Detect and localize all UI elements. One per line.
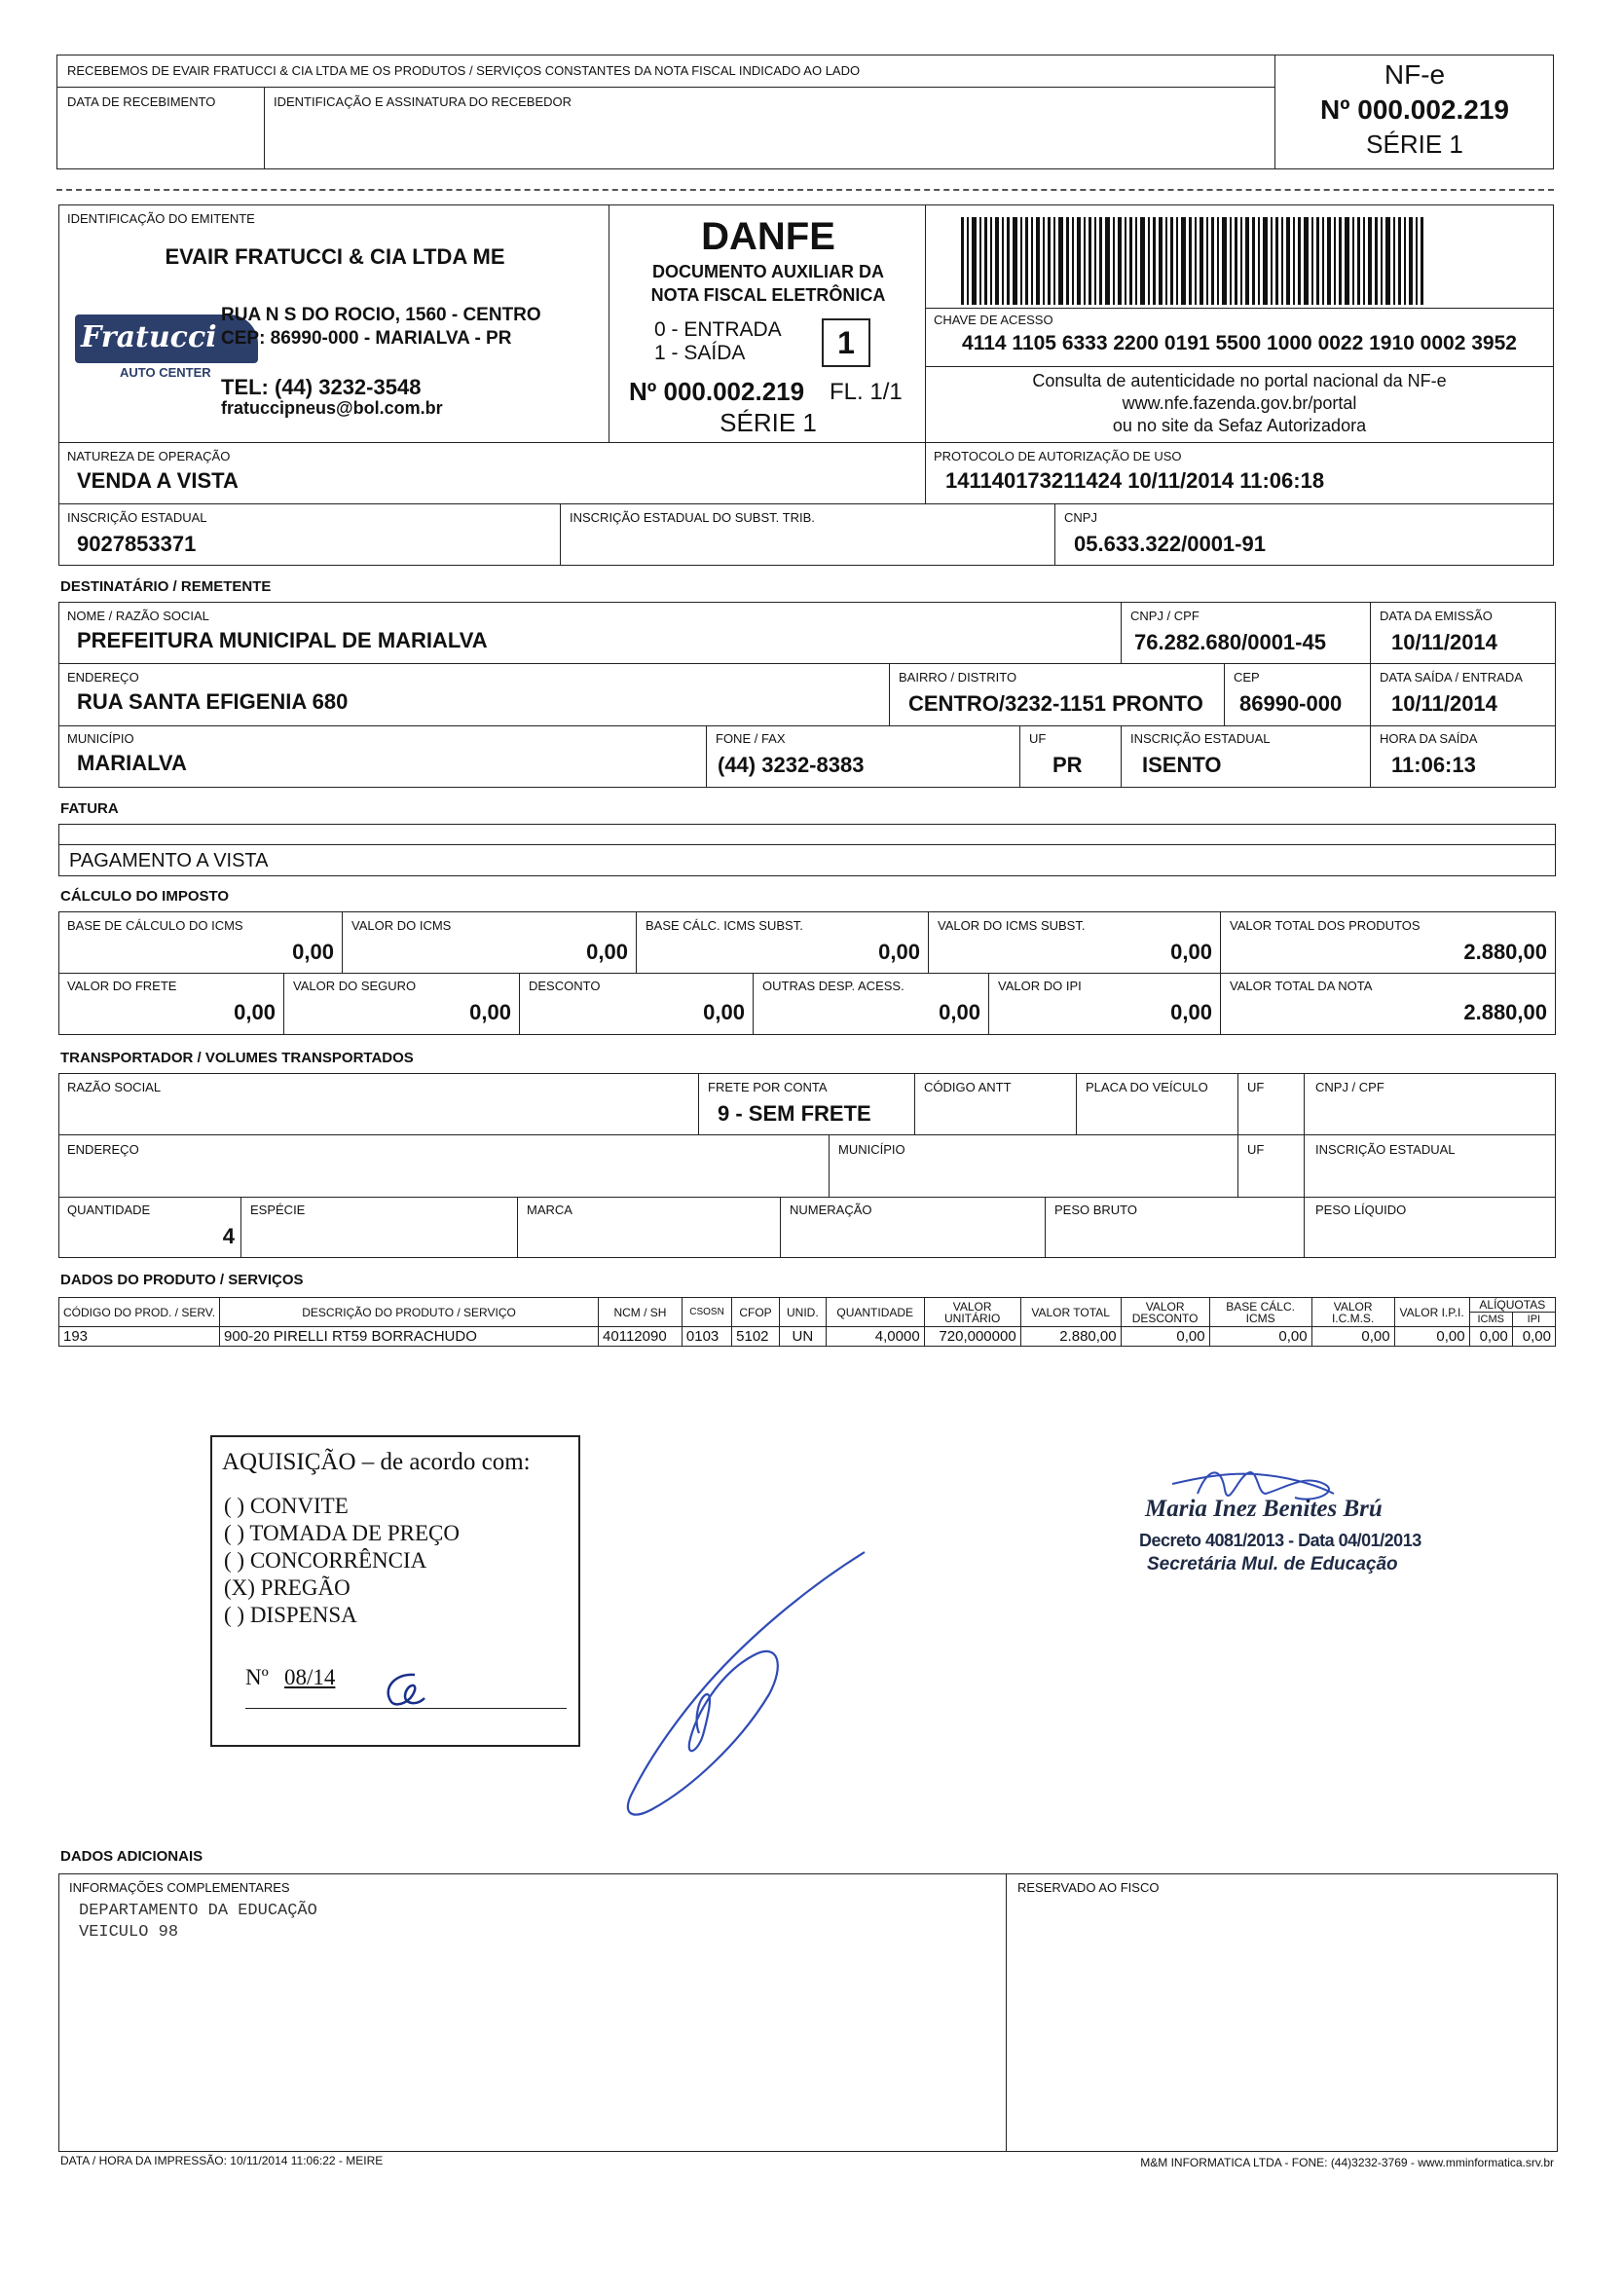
chave-box — [925, 204, 1554, 443]
emitente-box — [58, 204, 609, 443]
tr-numeracao-label: NUMERAÇÃO — [790, 1203, 872, 1217]
destinatario-box — [58, 602, 1556, 788]
nfe-label: NF-e — [1384, 59, 1446, 90]
stamp-numero-label: Nº — [245, 1665, 269, 1689]
th-cfop: CFOP — [732, 1298, 780, 1327]
dest-cep-label: CEP — [1234, 670, 1260, 685]
tr-endereco-label: ENDEREÇO — [67, 1142, 139, 1157]
danfe-tipo: 1 — [822, 318, 870, 367]
transportador-box — [58, 1073, 1556, 1258]
footer-software: M&M INFORMATICA LTDA - FONE: (44)3232-3769 - www.mminformatica.srv.br — [1140, 2156, 1554, 2169]
footer-impressao: DATA / HORA DA IMPRESSÃO: 10/11/2014 11:06:22 - MEIRE — [60, 2154, 384, 2167]
tr-cnpj-label: CNPJ / CPF — [1315, 1080, 1384, 1094]
tr-municipio-label: MUNICÍPIO — [838, 1142, 905, 1157]
imp-ipi-label: VALOR DO IPI — [998, 979, 1082, 993]
secretaria-nome: Maria Inez Benites Brú — [1145, 1496, 1383, 1522]
danfe-folha: FL. 1/1 — [830, 379, 903, 405]
th-bcicms: BASE CÁLC. ICMS — [1209, 1298, 1311, 1327]
dest-cep: 86990-000 — [1239, 691, 1343, 716]
emitente-tel: TEL: (44) 3232-3548 — [221, 375, 422, 399]
consulta-line3: ou no site da Sefaz Autorizadora — [1112, 416, 1367, 435]
consulta-line2: www.nfe.fazenda.gov.br/portal — [1122, 393, 1357, 413]
stamp-title: AQUISIÇÃO – de acordo com: — [222, 1449, 531, 1475]
stamp-numero: 08/14 — [284, 1665, 336, 1689]
cell-ncm: 40112090 — [599, 1327, 683, 1347]
imp-outras: 0,00 — [939, 1000, 980, 1024]
stamp-initials — [376, 1669, 434, 1712]
protocolo-box — [925, 442, 1554, 504]
destinatario-section: DESTINATÁRIO / REMETENTE — [60, 578, 272, 595]
imp-total-prod: 2.880,00 — [1463, 940, 1547, 964]
cell-vunit: 720,000000 — [924, 1327, 1020, 1347]
logo-text: Fratucci — [81, 320, 217, 354]
dest-hora-label: HORA DA SAÍDA — [1380, 731, 1478, 746]
dest-municipio: MARIALVA — [77, 751, 187, 775]
info-label: INFORMAÇÕES COMPLEMENTARES — [69, 1880, 290, 1895]
danfe-subtitle2: NOTA FISCAL ELETRÔNICA — [650, 285, 886, 305]
dest-bairro: CENTRO/3232-1151 PRONTO — [908, 691, 1203, 716]
danfe-serie: SÉRIE 1 — [720, 408, 817, 437]
imp-v-st: 0,00 — [1170, 940, 1212, 964]
emitente-nome: EVAIR FRATUCCI & CIA LTDA ME — [165, 244, 505, 269]
imp-bc-st: 0,00 — [878, 940, 920, 964]
natureza-value: VENDA A VISTA — [77, 468, 239, 493]
danfe-subtitle1: DOCUMENTO AUXILIAR DA — [652, 262, 884, 281]
tr-peso-bruto-label: PESO BRUTO — [1054, 1203, 1138, 1217]
th-descricao: DESCRIÇÃO DO PRODUTO / SERVIÇO — [220, 1298, 599, 1327]
protocolo-label: PROTOCOLO DE AUTORIZAÇÃO DE USO — [934, 449, 1182, 463]
imp-bc-icms-label: BASE DE CÁLCULO DO ICMS — [67, 918, 243, 933]
secretaria-cargo: Secretária Mul. de Educação — [1147, 1554, 1398, 1574]
th-aliq-icms: ICMS — [1469, 1313, 1512, 1327]
cut-line — [56, 189, 1554, 191]
info-line2: VEICULO 98 — [79, 1923, 179, 1942]
dest-saida: 10/11/2014 — [1391, 691, 1497, 716]
imp-total-prod-label: VALOR TOTAL DOS PRODUTOS — [1230, 918, 1421, 933]
th-qtd: QUANTIDADE — [826, 1298, 924, 1327]
transportador-section: TRANSPORTADOR / VOLUMES TRANSPORTADOS — [60, 1050, 414, 1066]
dest-emissao: 10/11/2014 — [1391, 630, 1497, 654]
tr-ie-label: INSCRIÇÃO ESTADUAL — [1315, 1142, 1456, 1157]
dest-bairro-label: BAIRRO / DISTRITO — [899, 670, 1017, 685]
stamp-item: ( ) CONVITE — [224, 1494, 349, 1518]
tr-frete-label: FRETE POR CONTA — [708, 1080, 828, 1094]
dest-municipio-label: MUNICÍPIO — [67, 731, 134, 746]
logo-sub: AUTO CENTER — [120, 365, 211, 380]
th-aliq: ALÍQUOTAS — [1469, 1298, 1555, 1313]
cell-vicms: 0,00 — [1311, 1327, 1394, 1347]
aquisicao-stamp — [210, 1435, 580, 1747]
consulta-line1: Consulta de autenticidade no portal nacional da NF-e — [1032, 371, 1447, 390]
th-vtotal: VALOR TOTAL — [1020, 1298, 1121, 1327]
imp-seguro-label: VALOR DO SEGURO — [293, 979, 417, 993]
cell-aliq-icms: 0,00 — [1469, 1327, 1512, 1347]
cnpj-emit-label: CNPJ — [1064, 510, 1097, 525]
imp-frete: 0,00 — [234, 1000, 276, 1024]
secretaria-signature — [1129, 1455, 1460, 1591]
danfe-saida: 1 - SAÍDA — [654, 342, 746, 364]
produtos-table — [58, 1297, 1556, 1347]
canhoto-text: RECEBEMOS DE EVAIR FRATUCCI & CIA LTDA ME OS PRODUTOS / SERVIÇOS CONSTANTES DA NOTA FISCAL INDICADO AO LADO — [67, 63, 861, 78]
signature-scribble — [613, 1548, 876, 1821]
tr-peso-liq-label: PESO LÍQUIDO — [1315, 1203, 1407, 1217]
th-vicms: VALOR I.C.M.S. — [1311, 1298, 1394, 1327]
adicionais-box — [58, 1873, 1558, 2152]
imp-ipi: 0,00 — [1170, 1000, 1212, 1024]
cell-descricao: 900-20 PIRELLI RT59 BORRACHUDO — [220, 1327, 599, 1347]
cell-codigo: 193 — [59, 1327, 220, 1347]
canhoto — [56, 55, 1554, 169]
chave-label: CHAVE DE ACESSO — [934, 313, 1053, 327]
imp-frete-label: VALOR DO FRETE — [67, 979, 177, 993]
imp-desconto: 0,00 — [703, 1000, 745, 1024]
imp-outras-label: OUTRAS DESP. ACESS. — [762, 979, 904, 993]
dest-uf: PR — [1052, 753, 1083, 777]
tr-antt-label: CÓDIGO ANTT — [924, 1080, 1012, 1094]
identificacao-recebedor-label: IDENTIFICAÇÃO E ASSINATURA DO RECEBEDOR — [274, 94, 572, 109]
imposto-box — [58, 911, 1556, 1035]
data-recebimento-label: DATA DE RECEBIMENTO — [67, 94, 216, 109]
stamp-item: ( ) TOMADA DE PREÇO — [224, 1521, 460, 1545]
dest-cnpj-label: CNPJ / CPF — [1130, 609, 1200, 623]
cell-aliq-ipi: 0,00 — [1512, 1327, 1555, 1347]
tr-especie-label: ESPÉCIE — [250, 1203, 306, 1217]
imp-v-st-label: VALOR DO ICMS SUBST. — [938, 918, 1086, 933]
inscricao-label: INSCRIÇÃO ESTADUAL — [67, 510, 207, 525]
dest-nome-label: NOME / RAZÃO SOCIAL — [67, 609, 209, 623]
table-row — [59, 1327, 1556, 1347]
fatura-box — [58, 824, 1556, 876]
imp-desconto-label: DESCONTO — [529, 979, 601, 993]
dest-uf-label: UF — [1029, 731, 1047, 746]
info-line1: DEPARTAMENTO DA EDUCAÇÃO — [79, 1902, 317, 1920]
th-unid: UNID. — [779, 1298, 826, 1327]
dest-emissao-label: DATA DA EMISSÃO — [1380, 609, 1493, 623]
tr-uf2-label: UF — [1247, 1142, 1265, 1157]
imp-v-icms-label: VALOR DO ICMS — [351, 918, 452, 933]
cell-csosn: 0103 — [682, 1327, 731, 1347]
dest-nome: PREFEITURA MUNICIPAL DE MARIALVA — [77, 628, 488, 652]
cnpj-emit-value: 05.633.322/0001-91 — [1074, 532, 1266, 556]
protocolo-value: 141140173211424 10/11/2014 11:06:18 — [945, 468, 1325, 493]
dest-saida-label: DATA SAÍDA / ENTRADA — [1380, 670, 1523, 685]
tr-uf-label: UF — [1247, 1080, 1265, 1094]
imp-bc-icms: 0,00 — [292, 940, 334, 964]
chave-value: 4114 1105 6333 2200 0191 5500 1000 0022 1910 0002 3952 — [962, 332, 1517, 354]
th-codigo: CÓDIGO DO PROD. / SERV. — [59, 1298, 220, 1327]
cell-bcicms: 0,00 — [1209, 1327, 1311, 1347]
cell-vtotal: 2.880,00 — [1020, 1327, 1121, 1347]
danfe-box — [609, 204, 926, 443]
tr-frete: 9 - SEM FRETE — [718, 1101, 871, 1126]
secretaria-decreto: Decreto 4081/2013 - Data 04/01/2013 — [1139, 1531, 1421, 1550]
emitente-endereco: RUA N S DO ROCIO, 1560 - CENTRO — [221, 305, 541, 325]
imp-total-nota-label: VALOR TOTAL DA NOTA — [1230, 979, 1373, 993]
dest-ie: ISENTO — [1142, 753, 1222, 777]
nfe-numero: Nº 000.002.219 — [1320, 94, 1509, 125]
tr-razao-label: RAZÃO SOCIAL — [67, 1080, 162, 1094]
tr-qtd-label: QUANTIDADE — [67, 1203, 151, 1217]
imposto-section: CÁLCULO DO IMPOSTO — [60, 888, 230, 905]
dest-hora: 11:06:13 — [1391, 753, 1476, 777]
stamp-item: (X) PREGÃO — [224, 1575, 351, 1600]
dest-fone: (44) 3232-8383 — [718, 753, 865, 777]
dest-endereco-label: ENDEREÇO — [67, 670, 139, 685]
inscricao-value: 9027853371 — [77, 532, 197, 556]
imp-total-nota: 2.880,00 — [1463, 1000, 1547, 1024]
th-vdesc: VALOR DESCONTO — [1121, 1298, 1209, 1327]
produtos-section: DADOS DO PRODUTO / SERVIÇOS — [60, 1272, 304, 1288]
th-csosn: CSOSN — [682, 1298, 731, 1327]
natureza-label: NATUREZA DE OPERAÇÃO — [67, 449, 231, 463]
danfe-entrada: 0 - ENTRADA — [654, 318, 782, 341]
danfe-title: DANFE — [701, 215, 835, 258]
th-vunit: VALOR UNITÁRIO — [924, 1298, 1020, 1327]
fatura-section: FATURA — [60, 800, 119, 817]
imp-v-icms: 0,00 — [586, 940, 628, 964]
adicionais-section: DADOS ADICIONAIS — [60, 1848, 203, 1865]
fatura-value: PAGAMENTO A VISTA — [69, 850, 269, 871]
fisco-label: RESERVADO AO FISCO — [1017, 1880, 1160, 1895]
stamp-item: ( ) CONCORRÊNCIA — [224, 1548, 427, 1573]
emitente-label: IDENTIFICAÇÃO DO EMITENTE — [67, 211, 255, 226]
tr-marca-label: MARCA — [527, 1203, 572, 1217]
tr-placa-label: PLACA DO VEÍCULO — [1086, 1080, 1208, 1094]
inscricao-row — [58, 503, 1554, 566]
dest-cnpj: 76.282.680/0001-45 — [1134, 630, 1326, 654]
barcode — [961, 217, 1520, 305]
emitente-email: fratuccipneus@bol.com.br — [221, 398, 443, 418]
danfe-numero: Nº 000.002.219 — [629, 377, 805, 406]
th-aliq-ipi: IPI — [1512, 1313, 1555, 1327]
cell-vdesc: 0,00 — [1121, 1327, 1209, 1347]
cell-unid: UN — [779, 1327, 826, 1347]
dest-endereco: RUA SANTA EFIGENIA 680 — [77, 689, 349, 714]
th-ncm: NCM / SH — [599, 1298, 683, 1327]
dest-fone-label: FONE / FAX — [716, 731, 786, 746]
emitente-cep: CEP: 86990-000 - MARIALVA - PR — [221, 328, 512, 349]
cell-cfop: 5102 — [732, 1327, 780, 1347]
tr-qtd: 4 — [222, 1224, 235, 1248]
nfe-serie: SÉRIE 1 — [1366, 130, 1463, 159]
stamp-item: ( ) DISPENSA — [224, 1603, 357, 1627]
dest-ie-label: INSCRIÇÃO ESTADUAL — [1130, 731, 1271, 746]
cell-vipi: 0,00 — [1394, 1327, 1469, 1347]
natureza-box — [58, 442, 926, 504]
imp-seguro: 0,00 — [469, 1000, 511, 1024]
imp-bc-st-label: BASE CÁLC. ICMS SUBST. — [646, 918, 803, 933]
inscricao-st-label: INSCRIÇÃO ESTADUAL DO SUBST. TRIB. — [570, 510, 815, 525]
th-vipi: VALOR I.P.I. — [1394, 1298, 1469, 1327]
cell-qtd: 4,0000 — [826, 1327, 924, 1347]
